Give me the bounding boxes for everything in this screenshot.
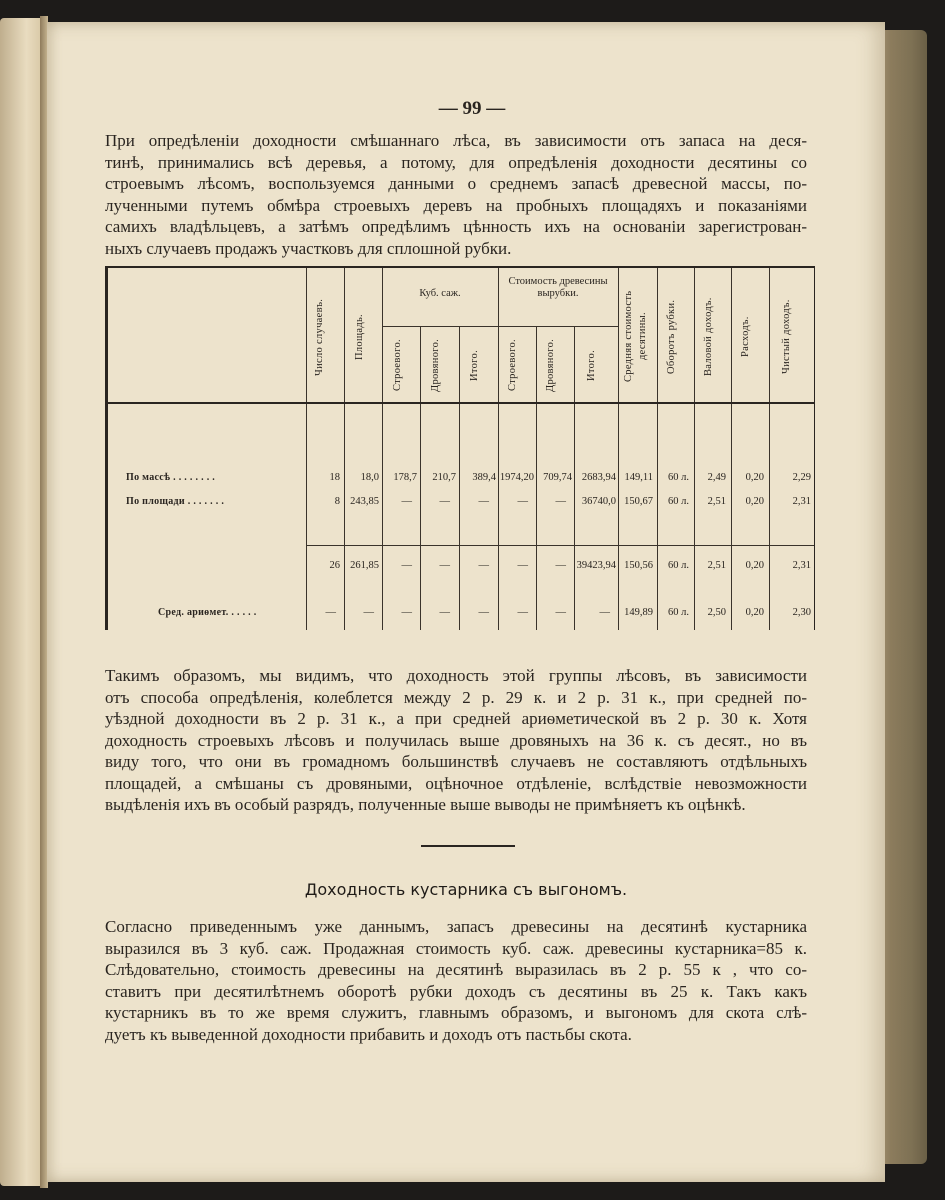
text-line: тинѣ, принимались всѣ деревья, а потому, для опредѣленія доходности десятины со — [105, 152, 807, 172]
table-divider — [657, 268, 658, 630]
table-cell: — — [478, 496, 489, 507]
table-cell: — — [325, 607, 336, 618]
row-label: По площади . . . . . . . — [126, 496, 225, 507]
header-net: Чистый доходъ. — [781, 299, 792, 375]
text-line: Согласно приведеннымъ уже даннымъ, запасъ древесины на десятинѣ кустарника — [105, 917, 807, 936]
table-cell: — — [401, 496, 412, 507]
table-cell: 60 л. — [668, 607, 689, 618]
header-gross: Валовой доходъ. — [703, 297, 714, 377]
table-cell: — — [517, 560, 528, 571]
text-line: виду того, что они въ громадномъ большинствѣ случаевъ не составляютъ отдѣльныхъ — [105, 752, 807, 771]
section-heading: Доходность кустарника съ выгономъ. — [304, 880, 628, 899]
table-cell: 709,74 — [543, 472, 572, 483]
section-divider — [421, 845, 515, 847]
header-cub-group: Куб. саж. — [419, 288, 461, 299]
text-line: выразился въ 3 куб. саж. Продажная стоимость куб. саж. древесины кустарника=85 к. — [105, 938, 807, 958]
table-cell: 389,4 — [472, 472, 496, 483]
table-cell: — — [478, 607, 489, 618]
table-cell: 0,20 — [745, 496, 764, 507]
table-cell: — — [555, 607, 566, 618]
table-cell: 0,20 — [745, 560, 764, 571]
text-line: доходность строевыхъ лѣсовъ и получилась выше дровяныхъ на 36 к. съ десят., но въ — [105, 730, 807, 750]
text-line: отъ способа опредѣленія, колеблется между 2 р. 29 к. и 2 р. 31 к., при средней по- — [105, 687, 807, 707]
header-cub-fire: Дровяного. — [430, 338, 441, 392]
header-turnover: Оборотъ рубки. — [666, 299, 677, 375]
income-table — [105, 266, 815, 630]
table-cell: 210,7 — [432, 472, 456, 483]
table-divider — [694, 268, 695, 630]
table-cell: 2,31 — [792, 560, 811, 571]
table-divider — [498, 268, 499, 630]
text-line: строевымъ лѣсомъ, воспользуемся данными о среднемъ запасѣ древесной массы, по- — [105, 174, 807, 193]
text-line: ныхъ случаевъ продажъ участковъ для сплошной рубки. — [105, 238, 512, 258]
table-cell: 178,7 — [393, 472, 417, 483]
header-cub-total: Итого. — [469, 349, 480, 381]
table-cell: 150,67 — [624, 496, 653, 507]
table-divider — [382, 268, 383, 630]
table-cell: 2,51 — [707, 496, 726, 507]
text-line: выдѣленія ихъ въ особый разрядъ, полученные выше выводы не примѣняетъ къ оцѣнкѣ. — [105, 795, 746, 814]
header-avg-cost: Средняя стоимость десятины. — [623, 290, 648, 382]
header-cost-total: Итого. — [586, 349, 597, 381]
table-cell: 39423,94 — [576, 560, 616, 571]
page-number: — 99 — — [438, 98, 506, 119]
table-cell: 243,85 — [350, 496, 379, 507]
table-cell: 60 л. — [668, 560, 689, 571]
text-line: уѣздной доходности въ 2 р. 31 к., а при средней ариѳметической въ 2 р. 30 к. Хотя — [105, 709, 807, 728]
table-cell: — — [517, 607, 528, 618]
table-cell: — — [555, 496, 566, 507]
table-cell: 2,30 — [792, 607, 811, 618]
paragraph-shrubland — [105, 916, 807, 1045]
text-line: кустарникъ въ то же время служитъ, главнымъ образомъ, и выгономъ для скота слѣ- — [105, 1003, 807, 1022]
table-cell: — — [439, 496, 450, 507]
table-divider — [731, 268, 732, 630]
header-expense: Расходъ. — [740, 316, 751, 358]
table-cell: 261,85 — [350, 560, 379, 571]
table-cell: — — [401, 607, 412, 618]
table-divider — [108, 402, 814, 404]
text-line: ставитъ при десятилѣтнемъ оборотѣ рубки доходъ съ десятины въ 25 к. Такъ какъ — [105, 981, 807, 1001]
text-line: Такимъ образомъ, мы видимъ, что доходность этой группы лѣсовъ, въ зависимости — [105, 666, 807, 685]
table-cell: 1974,20 — [499, 472, 534, 483]
table-cell: 2683,94 — [581, 472, 616, 483]
text-line: площадей, а смѣшаны съ дровяными, оцѣночное отдѣленіе, вслѣдствіе невозможности — [105, 773, 807, 793]
table-cell: 2,51 — [707, 560, 726, 571]
table-cell: — — [363, 607, 374, 618]
table-cell: 26 — [329, 560, 340, 571]
table-divider — [382, 326, 618, 327]
left-page-edge — [0, 18, 44, 1186]
paragraph-intro — [105, 130, 807, 259]
table-cell: — — [439, 560, 450, 571]
table-cell: 18 — [329, 472, 340, 483]
table-cell: — — [555, 560, 566, 571]
table-divider — [618, 268, 619, 630]
text-line: Слѣдовательно, стоимость древесины на десятинѣ выразилась въ 2 р. 55 к , что со- — [105, 960, 807, 979]
table-divider — [306, 268, 307, 630]
table-cell: 150,56 — [624, 560, 653, 571]
header-cost-group: Стоимость древесины вырубки. — [508, 276, 608, 299]
text-line: лученными путемъ обмѣра строевыхъ деревъ на пробныхъ площадяхъ и показаніями — [105, 195, 807, 215]
table-cell: — — [599, 607, 610, 618]
row-label: По массѣ . . . . . . . . — [126, 472, 216, 483]
table-cell: 2,31 — [792, 496, 811, 507]
table-cell: 2,50 — [707, 607, 726, 618]
table-divider — [344, 268, 345, 630]
table-cell: 0,20 — [745, 472, 764, 483]
header-cost-build: Строевого. — [507, 339, 518, 391]
header-count: Число случаевъ. — [314, 298, 325, 376]
table-cell: 18,0 — [360, 472, 379, 483]
table-cell: 60 л. — [668, 472, 689, 483]
table-cell: 2,29 — [792, 472, 811, 483]
table-cell: — — [517, 496, 528, 507]
text-line: дуетъ къ выведенной доходности прибавить и доходъ отъ пастьбы скота. — [105, 1024, 632, 1044]
header-cost-fire: Дровяного. — [545, 338, 556, 392]
text-line: При опредѣленіи доходности смѣшаннаго лѣса, въ зависимости отъ запаса на деся- — [105, 131, 807, 150]
header-cub-build: Строевого. — [392, 339, 403, 391]
table-cell: 149,11 — [624, 472, 653, 483]
table-cell: 60 л. — [668, 496, 689, 507]
table-cell: — — [401, 560, 412, 571]
table-cell: 0,20 — [745, 607, 764, 618]
text-line: самихъ владѣльцевъ, а затѣмъ опредѣлимъ цѣнность ихъ на основаніи зарегистрован- — [105, 217, 807, 236]
paragraph-conclusion — [105, 665, 807, 816]
header-area: Площадь. — [354, 314, 365, 360]
table-divider — [769, 268, 770, 630]
table-cell: 149,89 — [624, 607, 653, 618]
table-cell: 8 — [334, 496, 340, 507]
table-cell: — — [478, 560, 489, 571]
table-divider — [306, 545, 814, 546]
row-label: Сред. ариѳмет. . . . . . — [158, 607, 257, 618]
table-cell: 2,49 — [707, 472, 726, 483]
table-cell: — — [439, 607, 450, 618]
table-cell: 36740,0 — [581, 496, 616, 507]
book-page — [47, 22, 885, 1182]
